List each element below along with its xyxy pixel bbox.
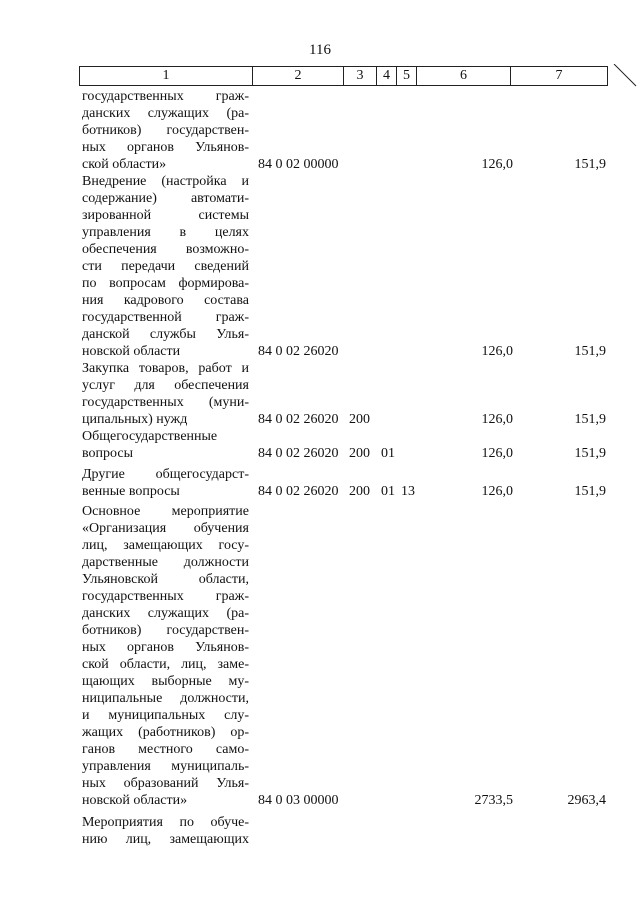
row-description xyxy=(82,814,249,848)
desc-line: жащих (работников) ор- xyxy=(82,725,249,740)
header-col-3: 3 xyxy=(344,67,377,85)
desc-line: Другие общегосударст- xyxy=(82,467,249,482)
desc-line: ния кадрового состава xyxy=(82,293,249,308)
row-rz: 01 xyxy=(381,484,395,499)
row-description xyxy=(82,173,249,360)
header-col-5: 5 xyxy=(397,67,417,85)
desc-line: ниципальные должности, xyxy=(82,691,249,706)
row-code: 84 0 02 26020 xyxy=(258,412,339,427)
desc-line: управления муниципаль- xyxy=(82,759,249,774)
header-col-1: 1 xyxy=(80,67,253,85)
desc-line: ных органов Ульянов- xyxy=(82,640,249,655)
row-vr: 200 xyxy=(349,484,370,499)
desc-line: данских служащих (ра- xyxy=(82,106,249,121)
desc-line: ганов местного само- xyxy=(82,742,249,757)
header-col-7: 7 xyxy=(555,68,563,83)
header-col-2: 2 xyxy=(253,67,344,85)
desc-line: Основное мероприятие xyxy=(82,504,249,519)
table-header xyxy=(79,66,608,86)
desc-line: сти передачи сведений xyxy=(82,259,249,274)
row-rz: 01 xyxy=(381,446,395,461)
row-value-2020: 2963,4 xyxy=(567,793,606,808)
desc-line: Внедрение (настройка и xyxy=(82,174,249,189)
desc-line: услуг для обеспечения xyxy=(82,378,249,393)
page-number: 116 xyxy=(309,42,331,58)
desc-line: обеспечения возможно- xyxy=(82,242,249,257)
desc-line: вопросы xyxy=(82,446,133,461)
row-value-2019: 126,0 xyxy=(481,446,513,461)
row-description xyxy=(82,466,249,500)
row-value-2020: 151,9 xyxy=(574,344,606,359)
desc-line: ской области, лиц, заме- xyxy=(82,657,249,672)
desc-line: лиц, замещающих госу- xyxy=(82,538,249,553)
header-col-4: 4 xyxy=(377,67,397,85)
desc-line: щающих выборные му- xyxy=(82,674,249,689)
desc-line: данской службы Улья- xyxy=(82,327,249,342)
row-value-2019: 2733,5 xyxy=(474,793,513,808)
row-description xyxy=(82,428,249,462)
desc-line: государственных граж- xyxy=(82,89,249,104)
desc-line: нию лиц, замещающих xyxy=(82,832,249,847)
desc-line: Мероприятия по обуче- xyxy=(82,815,249,830)
row-code: 84 0 02 26020 xyxy=(258,344,339,359)
row-value-2020: 151,9 xyxy=(574,412,606,427)
desc-line: дарственные должности xyxy=(82,555,249,570)
desc-line: ботников) государствен- xyxy=(82,123,249,138)
desc-line: по вопросам формирова- xyxy=(82,276,249,291)
row-code: 84 0 02 26020 xyxy=(258,446,339,461)
desc-line: управления в целях xyxy=(82,225,249,240)
row-value-2020: 151,9 xyxy=(574,157,606,172)
row-value-2019: 126,0 xyxy=(481,157,513,172)
corner-mark xyxy=(608,64,638,88)
header-col-6: 6 xyxy=(417,67,511,85)
row-value-2019: 126,0 xyxy=(481,484,513,499)
desc-line: ципальных) нужд xyxy=(82,412,188,427)
desc-line: Общегосударственные xyxy=(82,429,218,444)
desc-line: зированной системы xyxy=(82,208,249,223)
row-description xyxy=(82,88,249,173)
desc-line: Ульяновской области, xyxy=(82,572,249,587)
desc-line: новской области xyxy=(82,344,181,359)
desc-line: данских служащих (ра- xyxy=(82,606,249,621)
desc-line: ных образований Улья- xyxy=(82,776,249,791)
row-description xyxy=(82,360,249,428)
desc-line: новской области» xyxy=(82,793,188,808)
desc-line: ных органов Ульянов- xyxy=(82,140,249,155)
desc-line: «Организация обучения xyxy=(82,521,249,536)
row-value-2019: 126,0 xyxy=(481,412,513,427)
desc-line: государственных граж- xyxy=(82,589,249,604)
desc-line: ской области» xyxy=(82,157,167,172)
row-value-2020: 151,9 xyxy=(574,484,606,499)
row-code: 84 0 02 00000 xyxy=(258,157,339,172)
row-code: 84 0 02 26020 xyxy=(258,484,339,499)
desc-line: ботников) государствен- xyxy=(82,623,249,638)
row-vr: 200 xyxy=(349,446,370,461)
desc-line: государственных (муни- xyxy=(82,395,249,410)
row-value-2019: 126,0 xyxy=(481,344,513,359)
desc-line: государственной граж- xyxy=(82,310,249,325)
desc-line: содержание) автомати- xyxy=(82,191,249,206)
desc-line: венные вопросы xyxy=(82,484,180,499)
desc-line: и муниципальных слу- xyxy=(82,708,249,723)
desc-line: Закупка товаров, работ и xyxy=(82,361,249,376)
row-value-2020: 151,9 xyxy=(574,446,606,461)
row-vr: 200 xyxy=(349,412,370,427)
row-description xyxy=(82,503,249,809)
row-pr: 13 xyxy=(401,484,415,499)
row-code: 84 0 03 00000 xyxy=(258,793,339,808)
